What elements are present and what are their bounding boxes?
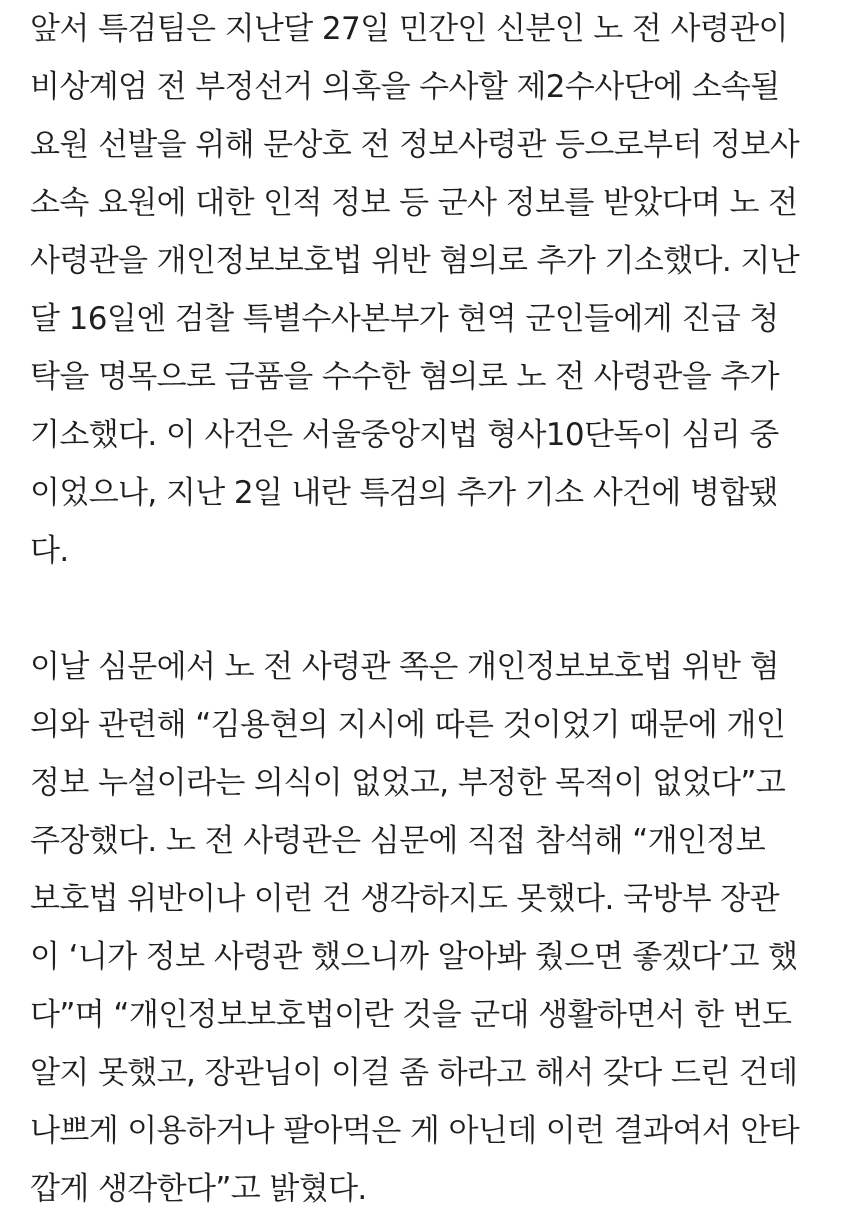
text-line: 나쁘게 이용하거나 팔아먹은 게 아닌데 이런 결과여서 안타: [30, 1113, 800, 1149]
text-line: 정보 누설이라는 의식이 없었고, 부정한 목적이 없었다”고: [30, 765, 786, 801]
text-line: 이날 심문에서 노 전 사령관 쪽은 개인정보보호법 위반 혐: [30, 649, 779, 685]
text-line: 알지 못했고, 장관님이 이걸 좀 하라고 해서 갖다 드린 건데: [30, 1055, 798, 1091]
paragraph-2: [30, 638, 830, 1218]
text-line: 보호법 위반이나 이런 건 생각하지도 못했다. 국방부 장관: [30, 881, 779, 917]
text-line: 깝게 생각한다”고 밝혔다.: [30, 1171, 367, 1207]
text-line: 이었으나, 지난 2일 내란 특검의 추가 기소 사건에 병합됐: [30, 475, 779, 511]
text-line: 달 16일엔 검찰 특별수사본부가 현역 군인들에게 진급 청: [30, 301, 779, 337]
text-line: 이 ‘니가 정보 사령관 했으니까 알아봐 줬으면 좋겠다’고 했: [30, 939, 798, 975]
text-line: 다.: [30, 533, 69, 569]
text-line: 의와 관련해 “김용현의 지시에 따른 것이었기 때문에 개인: [30, 707, 786, 743]
paragraph-1: [30, 0, 830, 580]
text-line: 다”며 “개인정보보호법이란 것을 군대 생활하면서 한 번도: [30, 997, 792, 1033]
text-line: 사령관을 개인정보보호법 위반 혐의로 추가 기소했다. 지난: [30, 243, 800, 279]
text-line: 탁을 명목으로 금품을 수수한 혐의로 노 전 사령관을 추가: [30, 359, 779, 395]
paragraph-spacer: [30, 580, 830, 638]
text-line: 앞서 특검팀은 지난달 27일 민간인 신분인 노 전 사령관이: [30, 11, 788, 47]
article-body: [30, 0, 830, 1218]
text-line: 요원 선발을 위해 문상호 전 정보사령관 등으로부터 정보사: [30, 127, 800, 163]
text-line: 비상계엄 전 부정선거 의혹을 수사할 제2수사단에 소속될: [30, 69, 780, 105]
text-line: 주장했다. 노 전 사령관은 심문에 직접 참석해 “개인정보: [30, 823, 766, 859]
text-line: 소속 요원에 대한 인적 정보 등 군사 정보를 받았다며 노 전: [30, 185, 798, 221]
text-line: 기소했다. 이 사건은 서울중앙지법 형사10단독이 심리 중: [30, 417, 779, 453]
